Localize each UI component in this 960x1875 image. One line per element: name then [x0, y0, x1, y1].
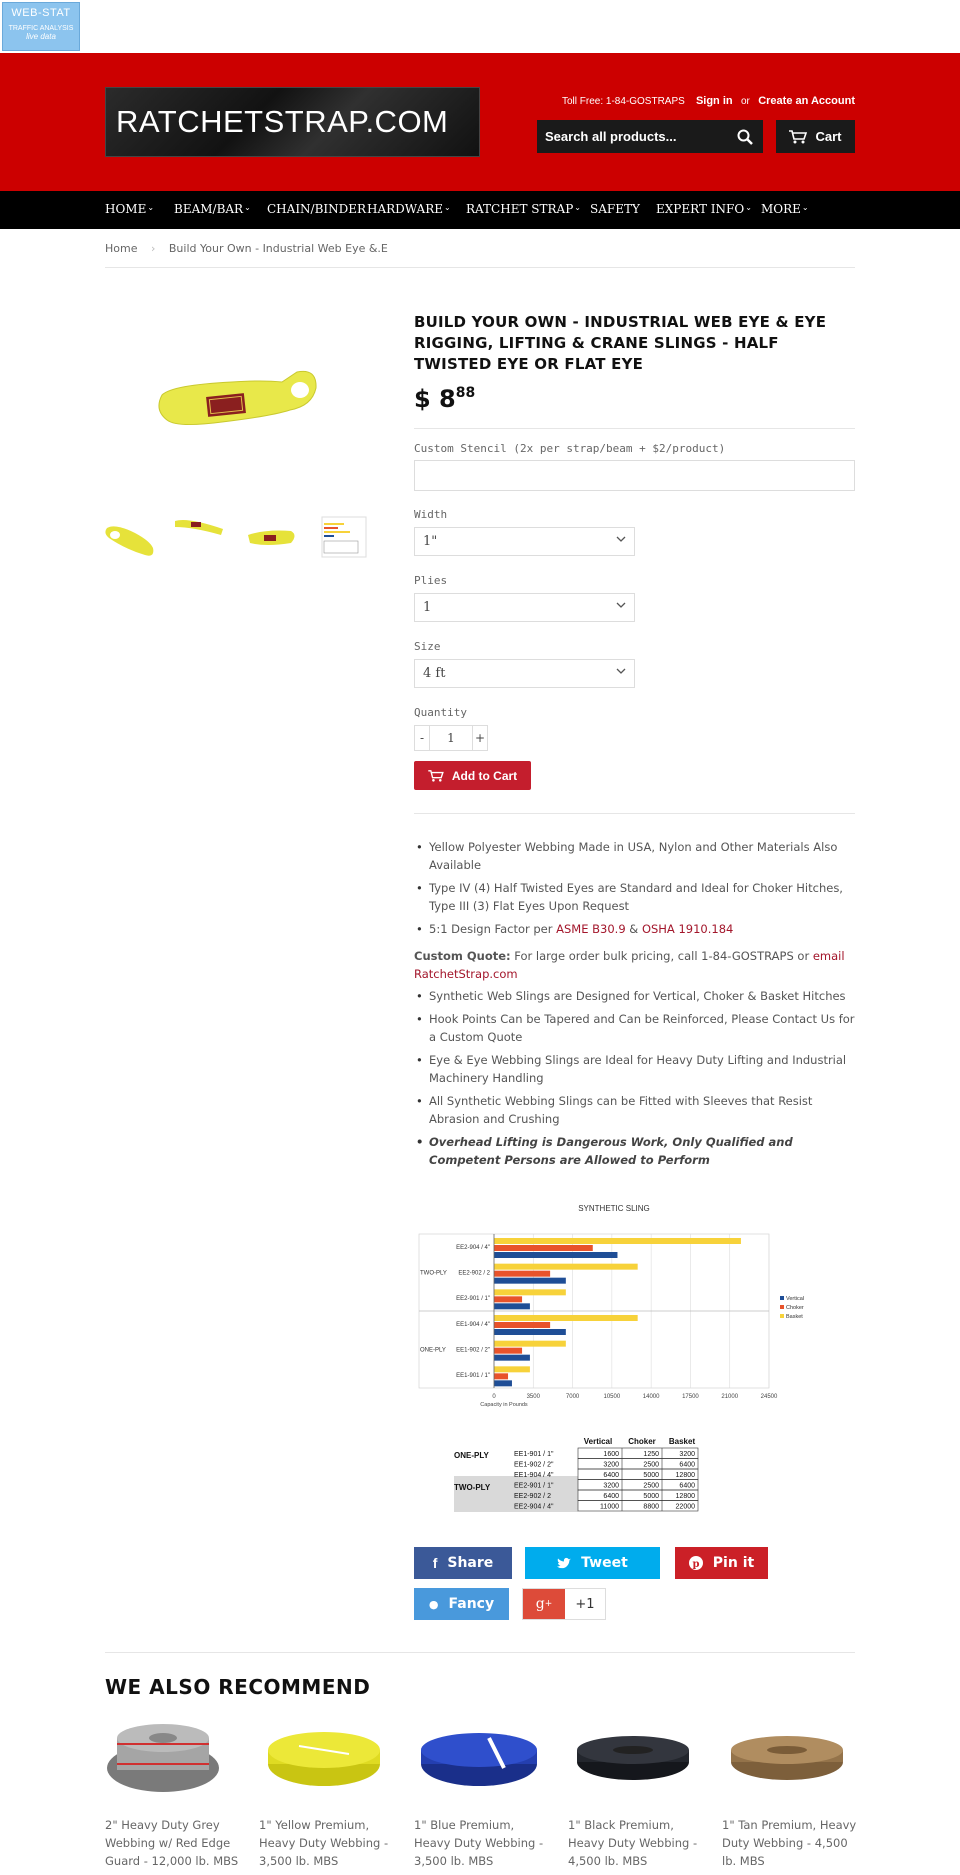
bar	[494, 1329, 566, 1335]
bar	[494, 1296, 522, 1302]
chevron-down-icon: ⌄	[147, 203, 155, 212]
cart-icon	[428, 770, 444, 782]
description-bullet: • All Synthetic Webbing Slings can be Fitted with Sleeves that Resist Abrasion and Crushing	[414, 1092, 858, 1128]
table-header: Choker	[628, 1437, 656, 1446]
facebook-icon: f	[432, 1555, 438, 1571]
x-tick-label: 0	[492, 1394, 496, 1400]
group-label: TWO-PLY	[420, 1270, 447, 1277]
group-label: ONE-PLY	[420, 1347, 446, 1354]
twitter-icon	[557, 1557, 571, 1569]
table-cell: 3200	[679, 1451, 695, 1458]
bar	[494, 1289, 566, 1295]
price-cents: 88	[455, 385, 476, 401]
x-tick-label: 3500	[526, 1394, 540, 1400]
top-links	[562, 95, 855, 107]
pinterest-pin-button[interactable]	[675, 1547, 768, 1579]
chevron-down-icon	[616, 666, 626, 676]
table-cell: 22000	[675, 1503, 695, 1511]
x-tick-label: 14000	[642, 1394, 660, 1400]
product-title: BUILD YOUR OWN - INDUSTRIAL WEB EYE & EYE RIGGING, LIFTING & CRANE SLINGS - HALF TWISTED EYE OR FLAT EYE	[414, 313, 827, 373]
product-thumbnail[interactable]	[173, 513, 225, 563]
webstat-title: WEB-STAT	[11, 7, 71, 19]
recommend-title: WE ALSO RECOMMEND	[105, 1675, 371, 1699]
cart-label: Cart	[815, 129, 842, 144]
table-cell: 6400	[603, 1472, 619, 1479]
custom-quote: Custom Quote: For large order bulk pricing, call 1-84-GOSTRAPS or email RatchetStrap.com	[414, 949, 845, 981]
webstat-live: live data	[26, 32, 56, 41]
site-header	[0, 53, 960, 191]
description-bullet: • Yellow Polyester Webbing Made in USA, Nylon and Other Materials Also Available	[414, 838, 858, 874]
main-nav	[0, 191, 960, 229]
nav-expert-info[interactable]: EXPERT INFO⌄	[656, 202, 752, 216]
recommend-item[interactable]	[105, 1720, 245, 1870]
create-account-link[interactable]: Create an Account	[758, 95, 855, 107]
nav-hardware[interactable]: HARDWARE⌄	[367, 202, 451, 216]
twitter-tweet-button[interactable]	[525, 1547, 660, 1579]
fancy-icon: ●	[428, 1597, 439, 1611]
recommend-image	[259, 1720, 399, 1800]
bar	[494, 1341, 566, 1347]
table-group: TWO-PLY	[454, 1483, 491, 1492]
bar	[494, 1373, 508, 1379]
google-plus-icon: g +	[523, 1589, 565, 1619]
plies-select[interactable]	[414, 593, 635, 622]
breadcrumb-current: Build Your Own - Industrial Web Eye &.E	[168, 242, 388, 255]
nav-beam-bar[interactable]: BEAM/BAR⌄	[174, 202, 251, 216]
bar	[494, 1252, 617, 1258]
recommend-name[interactable]: 1" Black Premium, Heavy Duty Webbing - 4,500 lb. MBS	[568, 1818, 698, 1868]
table-cell: 6400	[603, 1493, 619, 1500]
chevron-down-icon: ⌄	[801, 203, 809, 212]
nav-chain-binder[interactable]: CHAIN/BINDER	[267, 202, 367, 216]
nav-more[interactable]: MORE⌄	[761, 202, 809, 216]
bar	[494, 1271, 550, 1277]
size-label: Size	[414, 640, 441, 653]
product-thumbnail[interactable]	[318, 513, 370, 563]
quantity-stepper	[414, 725, 488, 751]
table-cell: 2500	[643, 1461, 659, 1469]
table-cell: EE2-904 / 4"	[514, 1503, 554, 1511]
chart-title: SYNTHETIC SLING	[578, 1204, 650, 1213]
fancy-button[interactable]	[414, 1588, 509, 1620]
google-plus-button[interactable]	[522, 1588, 606, 1620]
cart-button[interactable]	[776, 120, 855, 153]
bar	[494, 1322, 550, 1328]
x-axis-label: Capacity in Pounds	[480, 1402, 528, 1408]
table-cell: 1250	[643, 1451, 659, 1458]
description-bullet: • 5:1 Design Factor per ASME B30.9 & OSHA 1910.184	[414, 920, 858, 938]
product-main-image[interactable]	[152, 360, 322, 440]
bar	[494, 1238, 741, 1244]
capacity-table	[454, 1436, 698, 1512]
table-cell: EE1-901 / 1"	[514, 1451, 554, 1458]
twitter-tweet-label: Tweet	[581, 1555, 628, 1571]
table-cell: 3200	[603, 1461, 619, 1469]
recommend-item[interactable]	[722, 1720, 862, 1870]
pinterest-pin-label: Pin it	[712, 1555, 755, 1571]
search-icon[interactable]	[737, 129, 753, 145]
plies-value: 1	[423, 600, 432, 615]
category-label: EE2-904 / 4"	[456, 1244, 490, 1251]
bar	[494, 1348, 522, 1354]
x-tick-label: 17500	[682, 1394, 699, 1400]
bar	[494, 1303, 530, 1309]
osha-link[interactable]: OSHA 1910.184	[641, 922, 734, 936]
table-cell: 5000	[643, 1493, 659, 1500]
recommend-image	[414, 1720, 554, 1800]
quantity-label: Quantity	[414, 706, 467, 719]
qty-input[interactable]: 1	[429, 726, 473, 750]
nav-ratchet-strap[interactable]: RATCHET STRAP⌄	[466, 202, 581, 216]
table-cell: 12800	[675, 1472, 695, 1479]
facebook-share-button[interactable]	[414, 1547, 512, 1579]
webstat-badge[interactable]	[2, 2, 80, 51]
qty-minus-button[interactable]: -	[419, 731, 425, 745]
google-plus-count: +1	[575, 1596, 595, 1612]
product-thumbnail[interactable]	[105, 513, 157, 563]
stencil-label: Custom Stencil (2x per strap/beam + $2/product)	[414, 442, 726, 455]
table-group: ONE-PLY	[454, 1451, 489, 1460]
category-label: EE1-901 / 1"	[456, 1373, 490, 1380]
width-value: 1"	[423, 534, 438, 549]
table-cell: 11000	[600, 1503, 619, 1511]
price-main: $ 8	[414, 385, 456, 413]
facebook-share-label: Share	[447, 1555, 494, 1571]
product-thumbnail[interactable]	[246, 513, 298, 563]
bar	[494, 1264, 638, 1270]
legend-label: Basket	[786, 1314, 803, 1320]
recommend-image	[568, 1720, 708, 1800]
table-cell: 12800	[675, 1493, 695, 1500]
description-bullet: • Hook Points Can be Tapered and Can be Reinforced, Please Contact Us for a Custom Quote	[414, 1010, 858, 1046]
product-price	[414, 385, 475, 413]
pinterest-icon	[689, 1556, 703, 1570]
cart-icon	[789, 130, 807, 144]
add-to-cart-button[interactable]	[414, 761, 531, 790]
table-cell: 5000	[643, 1472, 659, 1479]
legend-label: Choker	[786, 1305, 804, 1311]
category-label: EE2-902 / 2	[458, 1270, 490, 1277]
capacity-chart	[414, 1196, 805, 1416]
category-label: EE1-904 / 4"	[456, 1321, 490, 1328]
description-bullet: • Type IV (4) Half Twisted Eyes are Standard and Ideal for Choker Hitches, Type III (3) Flat Eyes Upon Request	[414, 879, 858, 915]
chevron-down-icon	[616, 534, 626, 544]
plies-label: Plies	[414, 574, 448, 587]
chevron-down-icon: ⌄	[574, 203, 581, 212]
divider	[105, 1652, 855, 1653]
chevron-down-icon: ⌄	[443, 203, 451, 212]
description-bullet: • Synthetic Web Slings are Designed for Vertical, Choker & Basket Hitches	[414, 987, 858, 1005]
nav-safety[interactable]: SAFETY	[590, 202, 640, 216]
legend-label: Vertical	[786, 1296, 805, 1302]
divider	[414, 428, 855, 429]
qty-plus-button[interactable]: +	[474, 731, 486, 745]
table-cell: EE1-904 / 4"	[514, 1472, 554, 1479]
add-to-cart-label: Add to Cart	[451, 768, 518, 783]
chevron-down-icon	[616, 600, 626, 610]
chevron-down-icon: ⌄	[244, 203, 251, 212]
legend-swatch	[780, 1305, 784, 1309]
table-cell: EE2-901 / 1"	[514, 1482, 554, 1490]
search-box	[537, 120, 763, 153]
x-tick-label: 10500	[603, 1394, 621, 1400]
recommend-name[interactable]: 1" Blue Premium, Heavy Duty Webbing - 3,500 lb. MBS	[414, 1818, 544, 1868]
category-label: EE1-902 / 2"	[456, 1347, 490, 1354]
nav-home[interactable]: HOME⌄	[105, 202, 155, 216]
legend-swatch	[780, 1296, 784, 1300]
size-value: 4 ft	[423, 666, 446, 681]
category-label: EE2-901 / 1"	[456, 1296, 490, 1303]
description-bullet: • Eye & Eye Webbing Slings are Ideal for Heavy Duty Lifting and Industrial Machinery Handling	[414, 1051, 858, 1087]
width-select[interactable]	[414, 527, 635, 556]
logo-text: RATCHETSTRAP.COM	[116, 104, 449, 139]
divider	[105, 267, 855, 268]
x-tick-label: 21000	[721, 1394, 739, 1400]
fancy-label: Fancy	[448, 1596, 495, 1612]
breadcrumb-home[interactable]: Home	[105, 242, 138, 255]
search-input[interactable]	[545, 129, 725, 144]
table-cell: EE2-902 / 2	[514, 1493, 551, 1500]
bar	[494, 1245, 593, 1251]
x-tick-label: 24500	[760, 1394, 778, 1400]
size-select[interactable]	[414, 659, 635, 688]
product-description	[414, 838, 858, 1174]
recommend-item[interactable]	[259, 1720, 399, 1870]
table-header: Basket	[668, 1437, 696, 1446]
bar	[494, 1315, 638, 1321]
table-cell: 6400	[679, 1482, 695, 1490]
x-tick-label: 7000	[565, 1394, 580, 1400]
recommend-item[interactable]	[568, 1720, 708, 1870]
description-warning: • Overhead Lifting is Dangerous Work, Only Qualified and Competent Persons are Allowed to Perform	[414, 1133, 858, 1169]
bar	[494, 1355, 530, 1361]
recommend-image	[722, 1720, 862, 1800]
site-logo[interactable]	[105, 87, 480, 157]
svg-text:p: p	[692, 1559, 700, 1570]
webstat-subtitle: TRAFFIC ANALYSIS	[8, 25, 74, 32]
bar	[494, 1278, 566, 1284]
chevron-down-icon: ⌄	[745, 203, 752, 212]
or-text: or	[740, 96, 750, 107]
table-cell: 2500	[643, 1482, 659, 1490]
toll-free-text: Toll Free: 1-84-GOSTRAPS	[562, 96, 685, 107]
sign-in-link[interactable]: Sign in	[695, 95, 733, 107]
recommend-item[interactable]	[414, 1720, 554, 1870]
table-header: Vertical	[583, 1437, 613, 1446]
legend-swatch	[780, 1314, 784, 1318]
table-cell: EE1-902 / 2"	[514, 1461, 554, 1469]
table-cell: 1600	[603, 1451, 619, 1458]
asme-link[interactable]: ASME B30.9	[556, 922, 626, 936]
recommend-image	[105, 1720, 245, 1800]
email-link[interactable]: email RatchetStrap.com	[414, 949, 845, 981]
table-cell: 3200	[603, 1482, 619, 1490]
breadcrumb	[105, 242, 388, 255]
recommend-name[interactable]: 1" Tan Premium, Heavy Duty Webbing - 4,500 lb. MBS	[722, 1818, 857, 1868]
bar	[494, 1366, 530, 1372]
recommend-name[interactable]: 2" Heavy Duty Grey Webbing w/ Red Edge Guard - 12,000 lb. MBS	[105, 1818, 239, 1868]
stencil-input[interactable]	[414, 460, 855, 491]
table-cell: 6400	[679, 1461, 695, 1469]
width-label: Width	[414, 508, 448, 521]
table-cell: 8800	[643, 1503, 659, 1511]
breadcrumb-separator: ›	[150, 242, 156, 255]
bar	[494, 1380, 512, 1386]
divider	[414, 813, 855, 814]
recommend-name[interactable]: 1" Yellow Premium, Heavy Duty Webbing - 3,500 lb. MBS	[259, 1818, 389, 1868]
